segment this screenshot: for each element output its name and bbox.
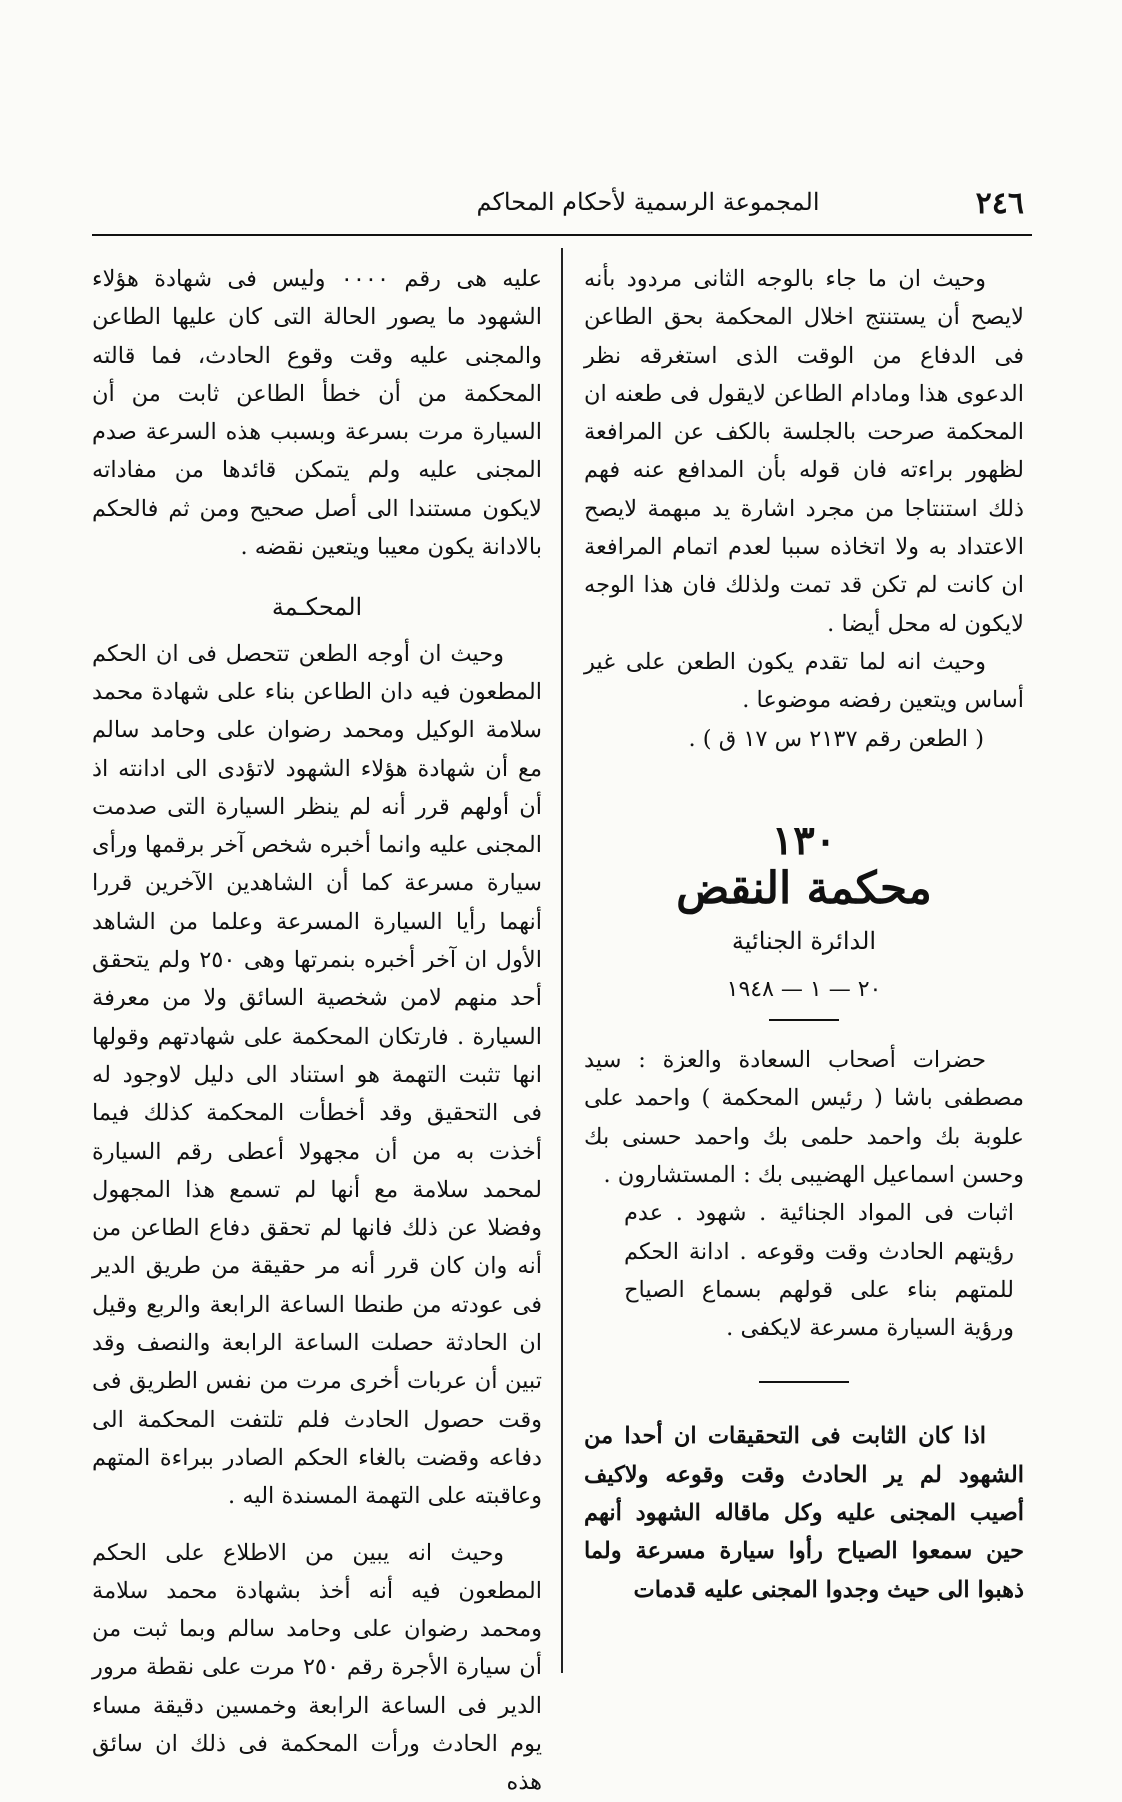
case-number: ١٣٠ (771, 816, 837, 864)
section-heading: المحكـمة (271, 593, 363, 622)
page-header (92, 178, 1024, 228)
intro-paragraph: وحيث ان ما جاء بالوجه الثانى مردود بأنه لايصح أن يستنتج اخلال المحكمة بحق الطاعن فى الدفاع من الوقت الذى استغرقه نظر الدعوى هذا ومادام الطاعن لايقول فى طعنه ان المحكمة صرحت بالجلسة بالكف عن المرافعة لظهور براءته فان قوله بأن المدافع عنه فهم ذلك استنتاجا من مجرد اشارة يد مبهمة لايصح الاعتداد به ولا اتخاذه سببا لعدم اتمام المرافعة ان كانت لم تكن قد تمت ولذلك فان هذا الوجه لايكون له محل أيضا . (584, 266, 1024, 637)
header-rule (92, 234, 1032, 236)
running-title: المجموعة الرسمية لأحكام المحاكم (476, 188, 820, 216)
legal-principle: اذا كان الثابت فى التحقيقات ان أحدا من الشهود لم ير الحادث وقت وقوعه ولاكيف أصيب المجنى عليه وكل ماقاله الشهود أنهم حين سمعوا الصياح رأوا سيارة مسرعة ولما ذهبوا الى حيث وجدوا المجنى عليه قدمات (584, 1423, 1024, 1603)
reasoning-paragraph: وحيث ان أوجه الطعن تتحصل فى ان الحكم المطعون فيه دان الطاعن بناء على شهادة محمد سلامة الوكيل ومحمد رضوان على وحامد سالم مع أن شهادة هؤلاء الشهود لاتؤدى الى ادانته اذ أن أولهم قرر أنه لم ينظر السيارة التى صدمت المجنى عليه وانما أخبره شخص آخر برقمها ورأى سيارة مسرعة كما أن الشاهدين الآخرين قررا أنهما رأيا السيارة المسرعة وعلما من الشاهد الأول ان آخر أخبره بنمرتها وهى ٢٥٠ ولم يتحقق أحد منهم لامن شخصية السائق ولا من معرفة السيارة . فارتكان المحكمة على شهادتهم وقولها انها تثبت التهمة هو استناد الى دليل لاوجود له فى التحقيق وقد أخطأت المحكمة كذلك فيما أخذت به من أن مجهولا أعطى رقم السيارة لمحمد سلامة مع أنها لم تسمع هذا المجهول وفضلا عن ذلك فانها لم تحقق دفاع الطاعن من أنه وان كان قرر أنه مر حقيقة من طريق الدير فى عودته من طنطا الساعة الرابعة والربع وقيل ان الحادثة حصلت الساعة الرابعة والنصف وقد تبين أن عربات أخرى مرت من نفس الطريق فى وقت حصول الحادث فلم تلتفت المحكمة الى دفاعه وقضت بالغاء الحكم الصادر ببراءة المتهم وعاقبته على التهمة المسندة اليه . (92, 640, 542, 1510)
closing-paragraph: وحيث انه لما تقدم يكون الطعن على غير أساس ويتعين رفضه موضوعا . (584, 648, 1024, 714)
left-column (92, 260, 542, 1802)
court-name: محكمة النقض (676, 863, 932, 915)
date-rule (769, 1019, 839, 1021)
page-number: ٢٤٦ (975, 186, 1024, 221)
summary-rule (759, 1381, 849, 1383)
bench-composition: حضرات أصحاب السعادة والعزة : سيد مصطفى باشا ( رئيس المحكمة ) واحمد على علوبة بك واحمد حلمى بك واحمد حسنى بك وحسن اسماعيل الهضيبى بك : المستشارون . (584, 1047, 1024, 1188)
appeal-reference: ( الطعن رقم ٢١٣٧ س ١٧ ق ) . (688, 725, 984, 752)
final-paragraph: وحيث انه يبين من الاطلاع على الحكم المطعون فيه أنه أخذ بشهادة محمد سلامة ومحمد رضوان على وحامد سالم وبما ثبت من أن سيارة الأجرة رقم ٢٥٠ مرت على نقطة مرور الدير فى الساعة الرابعة وخمسين دقيقة مساء يوم الحادث ورأت المحكمة فى ذلك ان سائق هذه (92, 1539, 542, 1796)
summary-keywords: اثبات فى المواد الجنائية . شهود . عدم رؤيتهم الحادث وقت وقوعه . ادانة الحكم للمتهم بناء على قولهم بسماع الصياح ورؤية السيارة مسرعة لايكفى . (624, 1200, 1014, 1342)
judgment-date: ٢٠ — ١ — ١٩٤٨ (726, 976, 882, 1002)
right-column (584, 260, 1024, 1609)
chamber-name: الدائرة الجنائية (731, 927, 877, 956)
continuation-paragraph: عليه هى رقم ٠٠٠٠ وليس فى شهادة هؤلاء الشهود ما يصور الحالة التى كان عليها الطاعن والمجنى عليه وقت وقوع الحادث، فما قالته المحكمة من أن خطأ الطاعن ثابت من أن السيارة مرت بسرعة وبسبب هذه السرعة صدم المجنى عليه ولم يتمكن قائدها من مفاداته لايكون مستندا الى أصل صحيح ومن ثم فالحكم بالادانة يكون معيبا ويتعين نقضه . (92, 266, 542, 561)
column-divider (561, 248, 563, 1673)
